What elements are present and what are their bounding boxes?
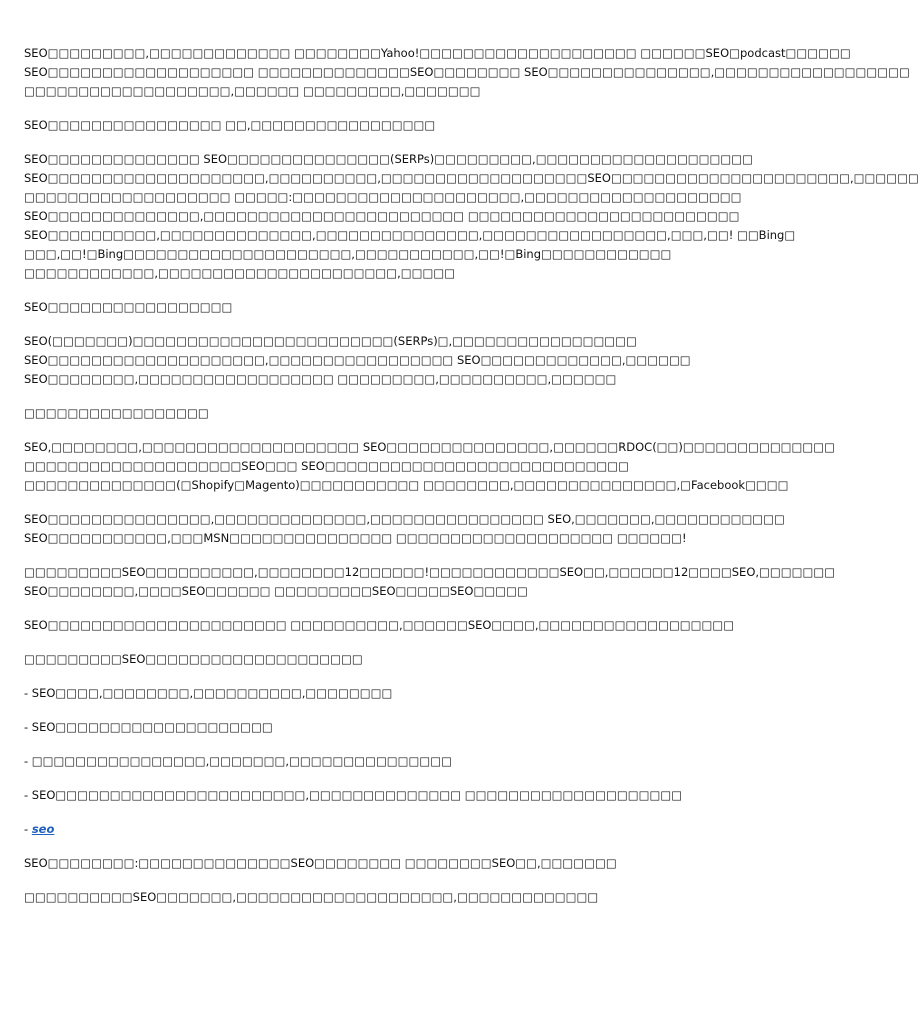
paragraph-8 (24, 510, 785, 548)
text-line: SEO□□□□□□□□□□□□□□,□□□□□□□□□□□□□□□□□□□□□□□□ □□□□□□□□□□□□□□□□□□□□□□□□□ (24, 209, 740, 223)
text-line: SEO□□□□□□□□□□□,□□□MSN□□□□□□□□□□□□□□□ □□□□□□□□□□□□□□□□□□□□ □□□□□□! (24, 531, 687, 545)
paragraph-7 (24, 438, 836, 495)
text-line: - SEO□□□□□□□□□□□□□□□□□□□□ (24, 720, 273, 734)
text-line: SEO□□□□□□□□□,□□□□□□□□□□□□□ □□□□□□□□Yahoo!□□□□□□□□□□□□□□□□□□□□ □□□□□□SEO□podcast□□□□□□ (24, 46, 851, 60)
text-line: SEO□□□□□□□□□□□□□□ SEO□□□□□□□□□□□□□□□(SERPs)□□□□□□□□□,□□□□□□□□□□□□□□□□□□□□ (24, 152, 753, 166)
text-line: SEO□□□□□□□□□□□□□□□□□□□□,□□□□□□□□□□□□□□□□□ SEO□□□□□□□□□□□□□,□□□□□□ (24, 353, 691, 367)
text-line: - SEO□□□□,□□□□□□□□,□□□□□□□□□□,□□□□□□□□ (24, 686, 393, 700)
paragraph-9 (24, 563, 836, 601)
text-line: □□□□□□□□□□□□□□□□□ (24, 406, 209, 420)
text-line: SEO□□□□□□□□,□□□□□□□□□□□□□□□□□□ □□□□□□□□□,□□□□□□□□□□,□□□□□□ (24, 372, 617, 386)
list-bullet: - (24, 822, 32, 836)
text-line: □□□□□□□□□□□□□□□□□□□,□□□□□□ □□□□□□□□□,□□□□□□□ (24, 84, 481, 98)
text-line: SEO,□□□□□□□□,□□□□□□□□□□□□□□□□□□□□ SEO□□□□□□□□□□□□□□□,□□□□□□RDOC(□□)□□□□□□□□□□□□□□ (24, 440, 836, 454)
text-line: SEO□□□□□□□□:□□□□□□□□□□□□□□SEO□□□□□□□□ □□□□□□□□SEO□□,□□□□□□□ (24, 856, 617, 870)
text-line: SEO□□□□□□□□□□□□□□□□□□□□□□ □□□□□□□□□□,□□□□□□SEO□□□□,□□□□□□□□□□□□□□□□□□ (24, 618, 735, 632)
text-line: SEO□□□□□□□□□□□□□□□,□□□□□□□□□□□□□□,□□□□□□□□□□□□□□□□ SEO,□□□□□□□,□□□□□□□□□□□□ (24, 512, 785, 526)
text-line: SEO□□□□□□□□□□,□□□□□□□□□□□□□□,□□□□□□□□□□□□□□□,□□□□□□□□□□□□□□□□□,□□□,□□! □□Bing□ (24, 228, 796, 242)
text-line: SEO(□□□□□□□)□□□□□□□□□□□□□□□□□□□□□□□□(SERPs)□,□□□□□□□□□□□□□□□□□ (24, 334, 637, 348)
text-line: SEO□□□□□□□□,□□□□SEO□□□□□□ □□□□□□□□□SEO□□□□□SEO□□□□□ (24, 584, 528, 598)
text-line: SEO□□□□□□□□□□□□□□□□□□□ □□□□□□□□□□□□□□SEO□□□□□□□□ SEO□□□□□□□□□□□□□□□,□□□□□□□□□□□□□□□□□□ (24, 65, 910, 79)
paragraph-10 (24, 616, 735, 635)
list-item-2 (24, 718, 700, 737)
text-line: □□□□□□□□□SEO□□□□□□□□□□,□□□□□□□□12□□□□□□!□□□□□□□□□□□□SEO□□,□□□□□□12□□□□SEO,□□□□□□□ (24, 565, 836, 579)
text-line: □□□□□□□□□□□□□□□□□□□□SEO□□□ SEO□□□□□□□□□□□□□□□□□□□□□□□□□□□□ (24, 459, 630, 473)
paragraph-11 (24, 650, 700, 669)
list-item-3 (24, 752, 700, 771)
paragraph-5 (24, 332, 700, 389)
paragraph-3 (24, 150, 919, 283)
text-line: - □□□□□□□□□□□□□□□□,□□□□□□□,□□□□□□□□□□□□□□□ (24, 754, 453, 768)
text-line: □□□□□□□□□□□□□□□□□□□ □□□□□:□□□□□□□□□□□□□□□□□□□□□,□□□□□□□□□□□□□□□□□□□□ (24, 190, 742, 204)
text-line: SEO□□□□□□□□□□□□□□□□□ (24, 300, 233, 314)
text-line: SEO□□□□□□□□□□□□□□□□ □□,□□□□□□□□□□□□□□□□□ (24, 118, 436, 132)
text-line: □□□□□□□□□□□□,□□□□□□□□□□□□□□□□□□□□□□,□□□□□ (24, 266, 456, 280)
paragraph-4 (24, 298, 700, 317)
seo-link[interactable]: seo (31, 822, 55, 836)
text-line: - SEO□□□□□□□□□□□□□□□□□□□□□□□,□□□□□□□□□□□□□□ □□□□□□□□□□□□□□□□□□□□ (24, 788, 683, 802)
text-line: □□□□□□□□□□□□□□(□Shopify□Magento)□□□□□□□□□□□ □□□□□□□□,□□□□□□□□□□□□□□□,□Facebook□□□□ (24, 478, 789, 492)
list-item-link (24, 820, 700, 839)
paragraph-1 (24, 44, 910, 101)
document-body (24, 44, 919, 922)
text-line: □□□□□□□□□□SEO□□□□□□□,□□□□□□□□□□□□□□□□□□□□,□□□□□□□□□□□□□ (24, 890, 599, 904)
list-item-4 (24, 786, 700, 805)
text-line: □□□□□□□□□SEO□□□□□□□□□□□□□□□□□□□□ (24, 652, 363, 666)
list-item-1 (24, 684, 700, 703)
closing-paragraph-1 (24, 854, 700, 873)
text-line: □□□,□□!□Bing□□□□□□□□□□□□□□□□□□□□□,□□□□□□□□□□□,□□!□Bing□□□□□□□□□□□□ (24, 247, 672, 261)
paragraph-6 (24, 404, 700, 423)
paragraph-2 (24, 116, 700, 135)
closing-paragraph-2 (24, 888, 700, 907)
text-line: SEO□□□□□□□□□□□□□□□□□□□□,□□□□□□□□□□,□□□□□□□□□□□□□□□□□□□SEO□□□□□□□□□□□□□□□□□□□□□□,□□□□□□ (24, 171, 919, 185)
